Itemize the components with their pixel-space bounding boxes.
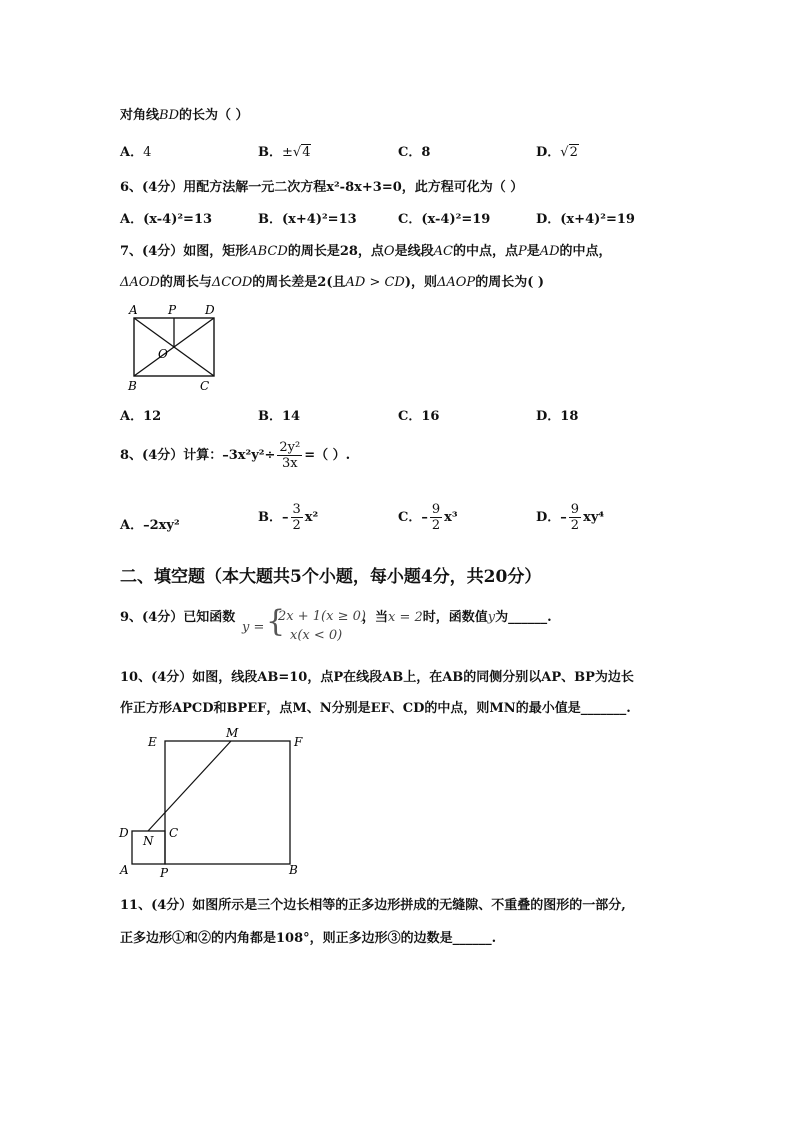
q10-squares-figure [114,724,314,880]
q9-y-equals: y = [242,620,265,635]
square-bpef [165,741,290,864]
label-n: N [143,834,154,848]
label-c: C [200,379,210,393]
q5-option-a: A．4 [120,145,152,160]
q5-stem: 对角线BD的长为（ ） [120,108,249,123]
q9-stem-suffix: ，当x = 2时，函数值y为______. [362,610,552,625]
label-b: B [128,379,137,393]
label-b: B [289,863,298,877]
q9-piece-1: 2x + 1(x ≥ 0) [278,609,366,624]
q6-option-a: A．(x-4)²=13 [120,212,213,227]
label-o: O [158,347,168,361]
q5-option-c: C．8 [398,145,431,160]
label-f: F [294,735,303,749]
q7-option-d: D．18 [536,409,579,424]
label-m: M [226,726,239,740]
label-p: P [168,303,177,317]
q7-stem-line2: ΔAOD的周长与ΔCOD的周长差是2(且AD > CD)，则ΔAOP的周长为( ) [120,275,545,290]
q9-brace: { [266,604,286,639]
q9-piece-2: x(x < 0) [290,628,343,643]
q7-option-a: A．12 [120,409,162,424]
q7-option-b: B．14 [258,409,301,424]
q6-option-c: C．(x-4)²=19 [398,212,491,227]
q9-stem-prefix: 9、(4分）已知函数 [120,610,236,625]
label-e: E [148,735,157,749]
q10-stem-line2: 作正方形APCD和BPEF，点M、N分别是EF、CD的中点，则MN的最小值是_______. [120,701,631,716]
q8-option-a: A．–2xy² [120,518,180,533]
q5-option-b: B．±√4 [258,145,311,160]
q7-option-c: C．16 [398,409,440,424]
section-title-fill-in: 二、填空题（本大题共5个小题，每小题4分，共20分） [120,567,542,587]
q5-option-d: D．√2 [536,145,578,160]
q8-stem: 8、(4分）计算：–3x²y²÷ $\frac{\text{2y²}}{3x}$ =（ ）. [120,440,351,471]
label-d: D [119,826,129,840]
q7-rectangle-figure [120,298,230,398]
q6-option-d: D．(x+4)²=19 [536,212,635,227]
segment-mn [148,741,231,831]
q8-option-c: C．– $\frac{9}{2}$ x³ [398,502,458,533]
label-p: P [160,866,169,880]
q7-stem-line1: 7、(4分）如图，矩形ABCD的周长是28，点O是线段AC的中点，点P是AD的中点， [120,244,612,259]
label-a: A [129,303,138,317]
q8-fraction: $\frac{\text{2y²}}{3x}$ [279,440,301,471]
label-a: A [120,863,129,877]
q6-option-b: B．(x+4)²=13 [258,212,357,227]
q10-stem-line1: 10、(4分）如图，线段AB=10，点P在线段AB上，在AB的同侧分别以AP、BP为边长 [120,670,634,685]
label-c: C [169,826,179,840]
q8-option-d: D．– $\frac{9}{2}$ xy⁴ [536,502,605,533]
label-d: D [205,303,215,317]
q11-stem-line2: 正多边形①和②的内角都是108°，则正多边形③的边数是______. [120,931,497,946]
q8-option-b: B．– $\frac{3}{2}$ x² [258,502,319,533]
q6-stem: 6、(4分）用配方法解一元二次方程x²-8x+3=0，此方程可化为（ ） [120,180,524,195]
q11-stem-line1: 11、(4分）如图所示是三个边长相等的正多边形拼成的无缝隙、不重叠的图形的一部分, [120,898,626,913]
